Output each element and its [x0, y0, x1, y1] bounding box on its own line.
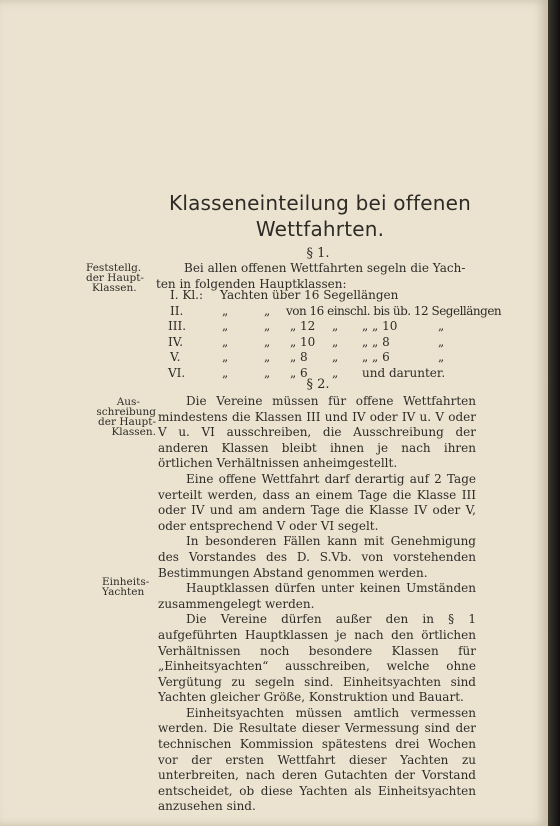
ditto-mark: „ [222, 319, 229, 334]
ditto-mark: „ [264, 319, 271, 334]
margin-note-ausschreibung [80, 397, 156, 437]
class-number: I. Kl.: [170, 288, 204, 302]
margin-line: Klassen. [92, 282, 137, 294]
ditto-mark: „ [332, 365, 339, 380]
ditto-mark: „ [222, 334, 229, 349]
paragraph: Hauptklassen dürfen unter keinen Umständen zusammengelegt werden. [158, 581, 476, 611]
ditto-mark: „ [222, 303, 229, 318]
ditto-mark: „ [222, 365, 229, 380]
class-row [158, 288, 478, 304]
title-line-2: Wettfahrten. [255, 217, 385, 241]
ditto-mark: „ [438, 334, 445, 349]
ditto-mark: „ [332, 334, 339, 349]
margin-line: Aus- [116, 396, 140, 408]
page-title [150, 190, 490, 242]
class-lower-bound: „ 10 [290, 334, 316, 349]
ditto-mark: „ [222, 350, 229, 365]
class-table [158, 288, 502, 382]
ditto-mark: „ [264, 303, 271, 318]
class-description: Yachten über 16 Segellängen [220, 288, 399, 302]
ditto-mark: „ [332, 319, 339, 334]
section-2-mark: § 2. [306, 377, 330, 392]
class-lower-bound: „ 8 [290, 350, 308, 365]
intro-line: ten in folgenden Hauptklassen: [156, 276, 347, 291]
ditto-mark: „ [438, 350, 445, 365]
class-row [158, 335, 478, 351]
margin-note-feststellung [86, 263, 156, 293]
intro-line: Bei allen offenen Wettfahrten segeln die Yach- [184, 261, 466, 275]
margin-line: Einheits- [102, 576, 150, 588]
paragraph: Einheitsyachten müssen amtlich vermessen werden. Die Resultate dieser Vermessung sind der technischen Kommission spätestens drei Wochen vor der ersten Wettfahrt dieser Yachten zu unterbreiten, nach deren Gutachten der Vorstand entscheidet, ob diese Yachten als Einheitsyachten anzusehen sind. [158, 705, 476, 814]
paragraph: Die Vereine dürfen außer den in § 1 aufgeführten Hauptklassen je nach den örtlichen Verhältnissen noch besondere Klassen für „Einheitsyachten“ ausschreiben, welche ohne Vergütung zu segeln sind. Einheitsyachten sind Yachten gleicher Größe, Konstruktion und Bauart. [158, 612, 476, 705]
book-page-edge [548, 0, 560, 826]
paragraph: Die Vereine müssen für offene Wettfahrten mindestens die Klassen III und IV oder IV u. V oder V u. VI ausschreiben, die Ausschreibung der anderen Klassen bleibt ihnen je nach ihren örtlichen Verhältnissen anheimgestellt. [158, 394, 476, 471]
margin-line: Klassen. [111, 426, 156, 438]
class-lower-bound: „ 6 [290, 365, 308, 380]
class-number: IV. [168, 334, 184, 349]
paragraph: In besonderen Fällen kann mit Genehmigung des Vorstandes des D. S.Vb. von vorstehenden Bestimmungen Abstand genommen werden. [158, 534, 476, 580]
margin-line: Yachten [102, 586, 145, 598]
class-upper-bound: „ „ 10 [362, 319, 398, 334]
class-number: V. [170, 350, 181, 365]
class-description: von 16 einschl. bis üb. 12 Segellängen [286, 303, 502, 318]
margin-line: der Haupt- [86, 272, 144, 284]
class-number: III. [168, 319, 187, 334]
class-number: VI. [168, 365, 186, 380]
ditto-mark: „ [264, 365, 271, 380]
class-row [158, 303, 502, 320]
ditto-mark: „ [332, 350, 339, 365]
class-number: II. [170, 303, 184, 318]
margin-line: der Haupt- [98, 416, 156, 428]
class-upper-bound: und darunter. [362, 365, 446, 380]
class-row [158, 350, 478, 366]
section-1-mark: § 1. [306, 246, 330, 261]
class-lower-bound: „ 12 [290, 319, 316, 334]
margin-line: Feststellg. [86, 262, 142, 274]
margin-line: schreibung [96, 406, 156, 418]
class-upper-bound: „ „ 8 [362, 334, 390, 349]
class-row [158, 319, 478, 335]
ditto-mark: „ [438, 319, 445, 334]
section-2-body [158, 394, 476, 815]
class-upper-bound: „ „ 6 [362, 350, 390, 365]
ditto-mark: „ [264, 334, 271, 349]
paragraph: Eine offene Wettfahrt darf derartig auf 2 Tage verteilt werden, dass an einem Tage die Klasse III oder IV und am andern Tage die Klasse IV oder V, oder entsprechend V oder VI segelt. [158, 471, 476, 533]
title-line-1: Klasseneinteilung bei offenen [169, 191, 471, 215]
ditto-mark: „ [264, 350, 271, 365]
